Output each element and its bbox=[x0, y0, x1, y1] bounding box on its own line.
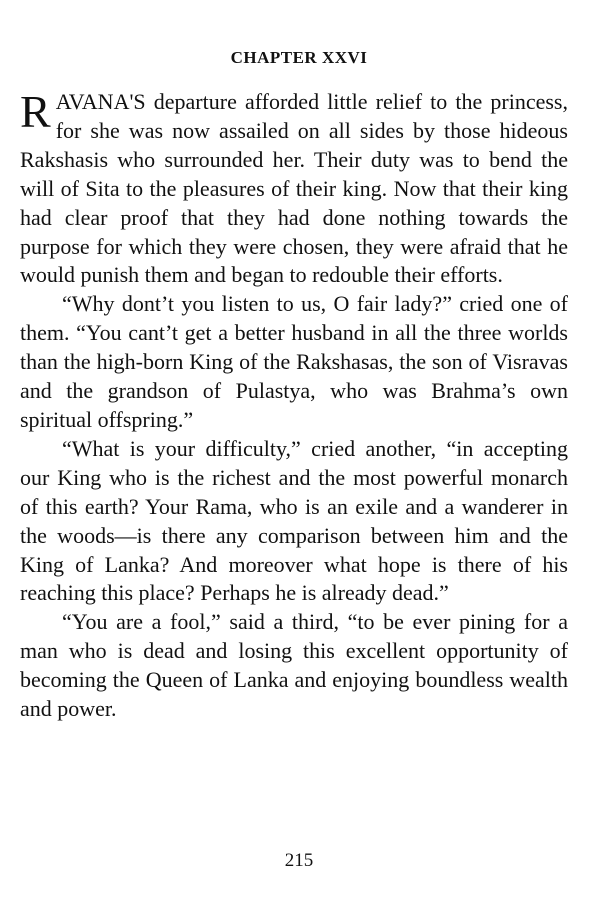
body-text bbox=[20, 88, 568, 724]
page-number: 215 bbox=[284, 850, 314, 871]
chapter-title: CHAPTER XXVI bbox=[230, 48, 368, 67]
paragraph-lead: AVANA'S bbox=[55, 89, 146, 114]
paragraph-4: “You are a fool,” said a third, “to be ever pining for a man who is dead and losing this excellent opportunity of becoming the Queen of Lanka and enjoying boundless wealth and power. bbox=[20, 609, 568, 722]
drop-cap: R bbox=[20, 86, 51, 137]
paragraph-2: “Why dont’t you listen to us, O fair lady?” cried one of them. “You cant’t get a better husband in all the three worlds than the high-born King of the Rakshasas, the son of Visravas and the grandson of Pulastya, who was Brahma’s own spiritual offspring.” bbox=[20, 291, 568, 432]
paragraph-3: “What is your difficulty,” cried another, “in accepting our King who is the richest and the most powerful monarch of this earth? Your Rama, who is an exile and a wanderer in the woods—is there any comparison between him and the King of Lanka? And moreover what hope is there of his reaching this place? Perhaps he is already dead.” bbox=[20, 435, 568, 606]
paragraph-text: departure afforded little relief to the princess, for she was now assailed on all sides by those hideous Rakshasis who surrounded her. Their duty was to bend the will of Sita to the pleasures of their king. Now that their king had clear proof that they had done nothing towards the purpose for which they were chosen, they were afraid that he would punish them and began to redouble their efforts. bbox=[20, 89, 568, 288]
paragraph-1 bbox=[20, 88, 568, 290]
